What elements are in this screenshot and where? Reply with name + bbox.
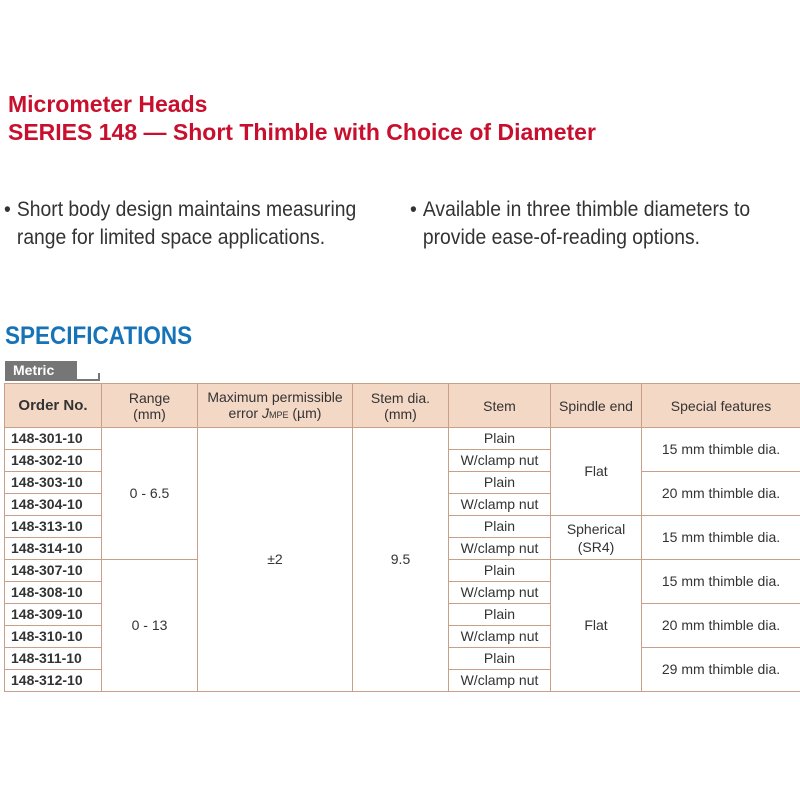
order-no-cell: 148-314-10: [5, 538, 102, 560]
header-mpe-line-2: [198, 405, 352, 423]
bullet-2-line-1: Available in three thimble diameters to: [422, 198, 751, 221]
bullet-1-line-1: Short body design maintains measuring: [16, 198, 357, 221]
feature-bullet-2: [410, 196, 778, 252]
header-stem-dia-line-1: Stem dia.: [370, 389, 431, 406]
spindle-end-cell: Flat: [551, 428, 642, 516]
bullet-2-line-2: provide ease-of-reading options.: [422, 226, 700, 249]
stem-dia-cell: 9.5: [353, 428, 449, 692]
special-features-cell: 29 mm thimble dia.: [642, 648, 800, 692]
header-stem: Stem: [449, 384, 551, 428]
order-no-cell: 148-311-10: [5, 648, 102, 670]
header-stem-dia-line-2: (mm): [384, 405, 417, 422]
bullet-icon: •: [4, 198, 11, 221]
header-spindle-end: Spindle end: [551, 384, 642, 428]
header-mpe-line-1: Maximum permissible: [207, 388, 343, 405]
stem-cell: W/clamp nut: [449, 450, 551, 472]
header-max-permissible-error: [198, 384, 353, 428]
bullet-1-line-2: range for limited space applications.: [16, 226, 326, 249]
range-cell: 0 - 13: [102, 560, 198, 692]
specifications-table: [4, 383, 800, 692]
stem-cell: Plain: [449, 604, 551, 626]
order-no-cell: 148-308-10: [5, 582, 102, 604]
title-line-2: SERIES 148 — Short Thimble with Choice of Diameter: [8, 119, 596, 145]
metric-tab: Metric: [5, 361, 77, 380]
feature-bullet-1: [4, 196, 372, 252]
stem-cell: Plain: [449, 516, 551, 538]
order-no-cell: 148-312-10: [5, 670, 102, 692]
header-mpe-unit: (µm): [288, 404, 322, 421]
header-range-line-2: (mm): [133, 405, 166, 422]
special-features-cell: 15 mm thimble dia.: [642, 428, 800, 472]
stem-cell: W/clamp nut: [449, 538, 551, 560]
stem-cell: W/clamp nut: [449, 670, 551, 692]
order-no-cell: 148-304-10: [5, 494, 102, 516]
table-header-row: [5, 384, 800, 428]
special-features-cell: 20 mm thimble dia.: [642, 472, 800, 516]
stem-cell: W/clamp nut: [449, 494, 551, 516]
spindle-end-cell: [551, 516, 642, 560]
specifications-heading: SPECIFICATIONS: [5, 322, 193, 350]
bullet-icon: •: [410, 198, 417, 221]
order-no-cell: 148-307-10: [5, 560, 102, 582]
table-row: [5, 428, 800, 450]
order-no-cell: 148-302-10: [5, 450, 102, 472]
order-no-cell: 148-303-10: [5, 472, 102, 494]
header-range-line-1: Range: [128, 389, 171, 406]
order-no-cell: 148-301-10: [5, 428, 102, 450]
special-features-cell: 15 mm thimble dia.: [642, 516, 800, 560]
special-features-cell: 20 mm thimble dia.: [642, 604, 800, 648]
title-line-1: Micrometer Heads: [8, 91, 208, 117]
stem-cell: Plain: [449, 560, 551, 582]
header-mpe-prefix: error: [228, 404, 262, 421]
header-mpe-subscript: MPE: [268, 409, 289, 420]
mpe-cell: ±2: [198, 428, 353, 692]
header-stem-dia: [353, 384, 449, 428]
header-mpe-symbol: J: [261, 404, 269, 421]
stem-cell: W/clamp nut: [449, 582, 551, 604]
spindle-spherical-line-2: (SR4): [577, 538, 615, 555]
stem-cell: Plain: [449, 648, 551, 670]
order-no-cell: 148-309-10: [5, 604, 102, 626]
stem-cell: Plain: [449, 472, 551, 494]
order-no-cell: 148-310-10: [5, 626, 102, 648]
spindle-spherical-line-1: Spherical: [566, 520, 626, 537]
page-title: [8, 90, 596, 146]
header-range: [102, 384, 198, 428]
header-order-no: Order No.: [5, 384, 102, 428]
range-cell: 0 - 6.5: [102, 428, 198, 560]
stem-cell: W/clamp nut: [449, 626, 551, 648]
header-special-features: Special features: [642, 384, 800, 428]
stem-cell: Plain: [449, 428, 551, 450]
order-no-cell: 148-313-10: [5, 516, 102, 538]
metric-tab-underline: [5, 379, 100, 381]
special-features-cell: 15 mm thimble dia.: [642, 560, 800, 604]
spindle-end-cell: Flat: [551, 560, 642, 692]
